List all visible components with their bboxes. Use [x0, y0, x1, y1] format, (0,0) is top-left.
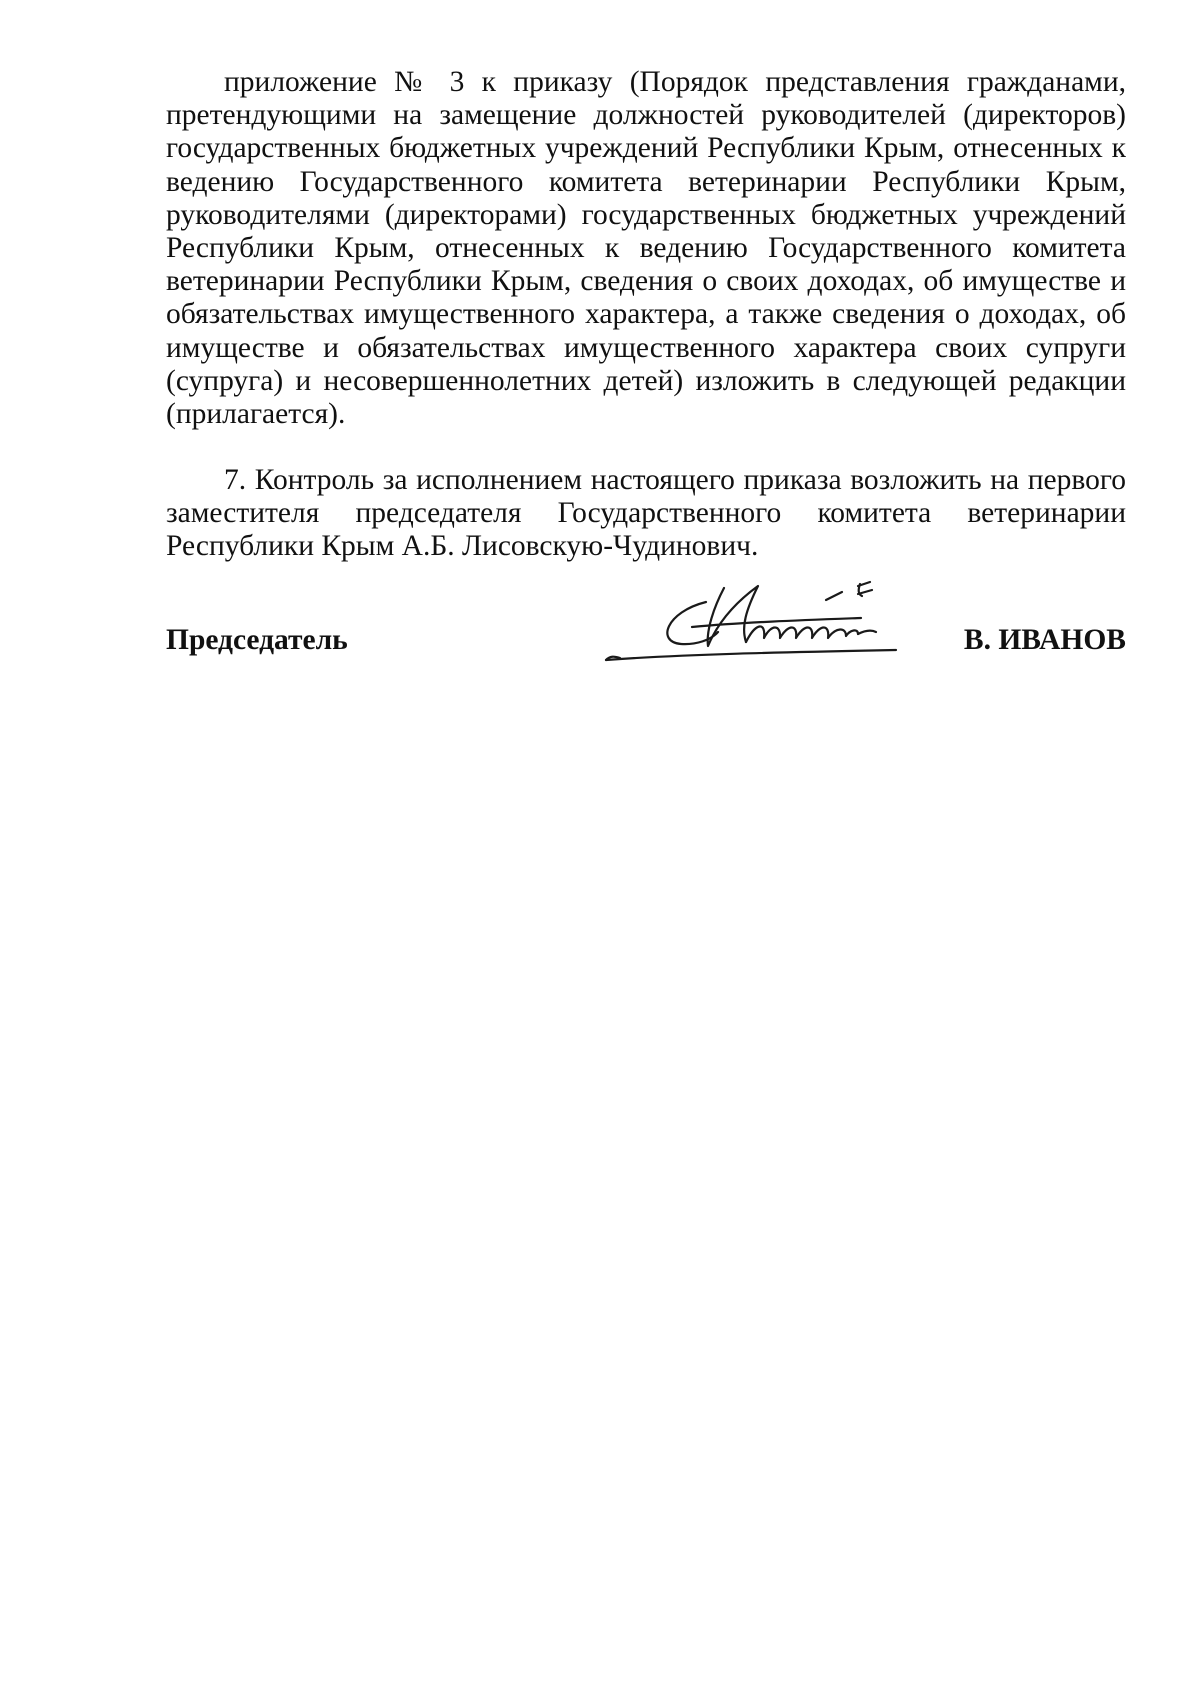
paragraph-appendix-3: приложение № 3 к приказу (Порядок представления гражданами, претендующими на замещение должностей руководителей (директоров) государственных бюджетных учреждений Республики Крым, отнесенных к ведению Государственного комитета ветеринарии Республики Крым, руководителями (директорами) государственных бюджетных учреждений Республики Крым, отнесенных к ведению Государственного комитета ветеринарии Республики Крым, сведения о своих доходах, об имуществе и обязательствах имущественного характера, а также сведения о доходах, об имуществе и обязательствах имущественного характера своих супруги (супруга) и несовершеннолетних детей) изложить в следующей редакции (прилагается).: [166, 66, 1126, 431]
handwritten-signature: [596, 572, 996, 672]
signatory-title: Председатель: [166, 624, 348, 656]
signature-block: [166, 572, 1126, 672]
signatory-name: В. ИВАНОВ: [963, 624, 1126, 656]
paragraph-item-7-control: 7. Контроль за исполнением настоящего приказа возложить на первого заместителя председателя Государственного комитета ветеринарии Республики Крым А.Б. Лисовскую-Чудинович.: [166, 464, 1126, 563]
